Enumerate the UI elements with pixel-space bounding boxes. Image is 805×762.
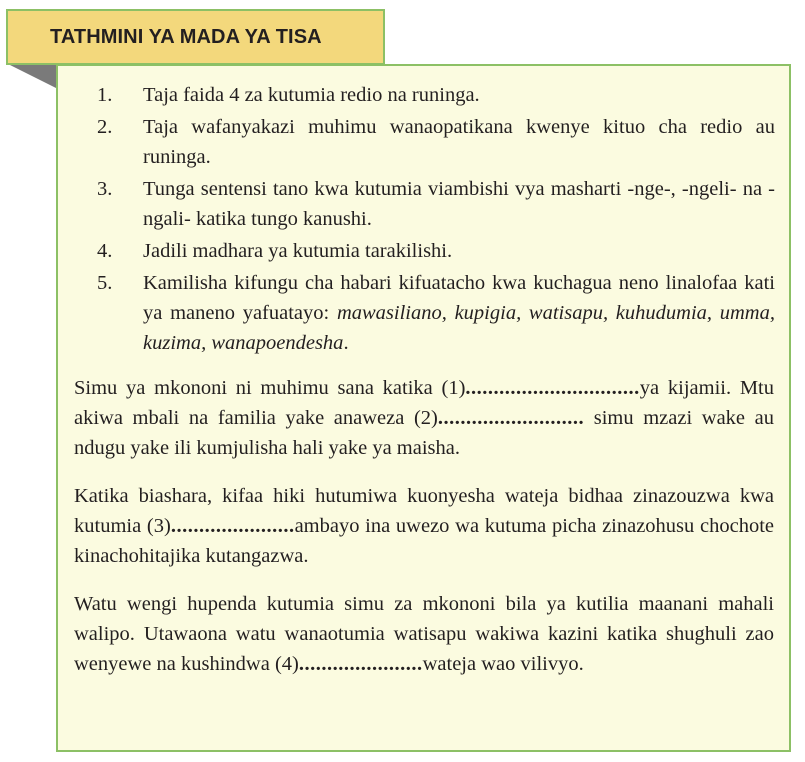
passage-paragraph-3 bbox=[74, 589, 774, 679]
question-item bbox=[95, 174, 775, 234]
question-text-end: . bbox=[343, 332, 349, 354]
passage-paragraph-1 bbox=[74, 373, 774, 463]
question-item bbox=[95, 268, 775, 358]
word-options: mawasiliano, kupigia, watisapu, kuhudumia, umma, kuzima, wanapoendesha bbox=[143, 302, 775, 354]
question-number: 2. bbox=[97, 116, 113, 138]
fill-blank-4: ...................... bbox=[298, 653, 423, 675]
question-item bbox=[95, 80, 775, 110]
exercise-title: TATHMINI YA MADA YA TISA bbox=[50, 25, 322, 48]
question-item bbox=[95, 236, 775, 266]
question-text: Taja wafanyakazi muhimu wanaopatikana kwenye kituo cha redio au runinga. bbox=[143, 116, 775, 168]
passage-text: wateja wao vilivyo. bbox=[422, 653, 584, 675]
fill-blank-3: ...................... bbox=[170, 515, 295, 537]
passage-text: Simu ya mkononi ni muhimu sana katika (1) bbox=[74, 377, 466, 399]
passage-paragraph-2 bbox=[74, 481, 774, 571]
question-number: 4. bbox=[97, 240, 113, 262]
passage-text: ya kijamii. Mtu akiwa mbali na familia yake anaweza (2) bbox=[74, 377, 774, 429]
question-item bbox=[95, 112, 775, 172]
question-number: 5. bbox=[97, 272, 113, 294]
fill-blank-1: ............................... bbox=[465, 377, 640, 399]
question-number: 1. bbox=[97, 84, 113, 106]
question-text-intro: Kamilisha kifungu cha habari kifuatacho kwa kuchagua neno linalofaa kati ya maneno yafuatayo: bbox=[143, 272, 775, 324]
passage-text: Katika biashara, kifaa hiki hutumiwa kuonyesha wateja bidhaa zinazouzwa kwa kutumia (3) bbox=[74, 485, 774, 537]
question-text: Jadili madhara ya kutumia tarakilishi. bbox=[143, 240, 453, 262]
question-list bbox=[95, 80, 775, 360]
passage-text: simu mzazi wake au ndugu yake ili kumjulisha hali yake ya maisha. bbox=[74, 407, 774, 459]
question-number: 3. bbox=[97, 178, 113, 200]
passage-text: ambayo ina uwezo wa kutuma picha zinazohusu chochote kinachohitajika kutangazwa. bbox=[74, 515, 774, 567]
fill-blank-2: .......................... bbox=[437, 407, 585, 429]
passage-text: Watu wengi hupenda kutumia simu za mkononi bila ya kutilia maanani mahali walipo. Utawaona watu wanaotumia watisapu wakiwa kazini katika shughuli zao wenyewe na kushindwa (4) bbox=[74, 593, 774, 675]
question-text: Tunga sentensi tano kwa kutumia viambishi vya masharti -nge-, -ngeli- na -ngali- katika tungo kanushi. bbox=[143, 178, 775, 230]
question-text: Taja faida 4 za kutumia redio na runinga. bbox=[143, 84, 480, 106]
exercise-title-tab bbox=[6, 9, 385, 65]
title-tab-fold bbox=[8, 64, 56, 88]
question-text bbox=[143, 268, 775, 358]
